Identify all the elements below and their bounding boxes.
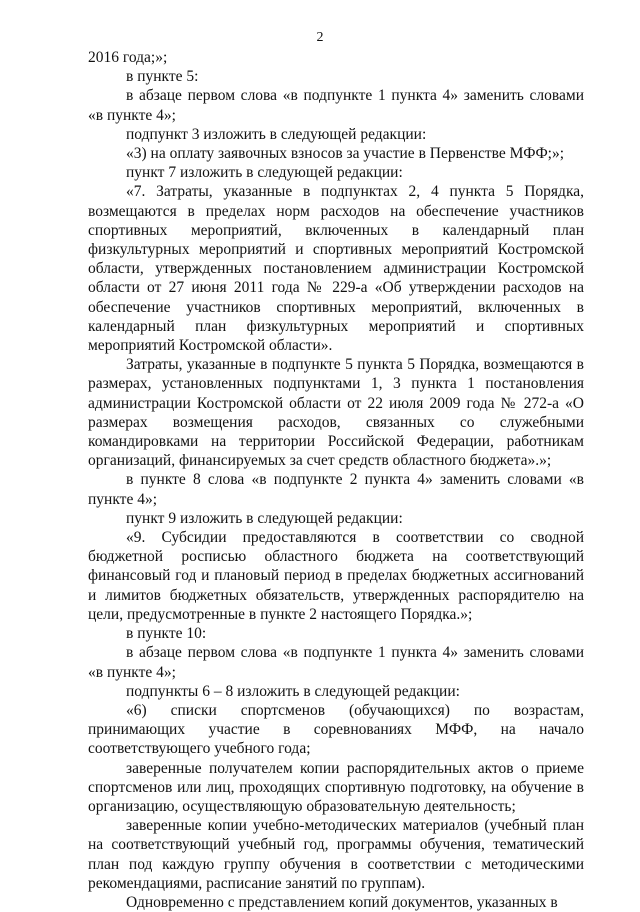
paragraph: в пункте 10: [126, 625, 207, 643]
paragraph: подпункт 3 изложить в следующей редакции: [126, 125, 427, 143]
document-body [88, 48, 584, 912]
paragraph: в пункте 8 слова «в подпункте 2 пункта 4» заменить словами «в пункте 4»; [88, 471, 584, 508]
paragraph: заверенные получателем копии распорядительных актов о приеме спортсменов или лиц, проходящих спортивную подготовку, на обучение в организацию, осуществляющую образовательную деятельность; [88, 759, 584, 815]
page-number: 2 [316, 30, 324, 45]
paragraph: 2016 года;»; [88, 49, 168, 66]
paragraph: «6) списки спортсменов (обучающихся) по возрастам, принимающих участие в соревнованиях МФФ, на начало соответствующего учебного года; [88, 701, 584, 758]
paragraph: в абзаце первом слова «в подпункте 1 пункта 4» заменить словами «в пункте 4»; [88, 644, 584, 681]
paragraph: Одновременно с представлением копий документов, указанных в [126, 893, 558, 911]
paragraph: «7. Затраты, указанные в подпунктах 2, 4 пункта 5 Порядка, возмещаются в пределах норм расходов на обеспечение участников спортивных мероприятий, включенных в календарный план физкультурных мероприятий и спортивных мероприятий Костромской области, утвержденных постановлением администрации Костромской области от 27 июня 2011 года № 229-а «Об утверждении расходов на обеспечение участников спортивных мероприятий, включенных в календарный план физкультурных мероприятий и спортивных мероприятий Костромской области». [88, 183, 584, 355]
paragraph: заверенные копии учебно-методических материалов (учебный план на соответствующий учебный год, программы обучения, тематический план под каждую группу обучения в соответствии с методическими рекомендациями, расписание занятий по группам). [88, 817, 584, 892]
paragraph: пункт 9 изложить в следующей редакции: [126, 509, 403, 527]
paragraph: Затраты, указанные в подпункте 5 пункта 5 Порядка, возмещаются в размерах, установленных подпунктами 1, 3 пункта 1 постановления администрации Костромской области от 22 июля 2009 года № 272-а «О размерах возмещения расходов, связанных со служебными командировками на территории Российской Федерации, работникам организаций, финансируемых за счет средств областного бюджета».»; [88, 356, 584, 470]
paragraph: пункт 7 изложить в следующей редакции: [126, 164, 403, 182]
paragraph: в пункте 5: [126, 68, 199, 86]
paragraph: подпункты 6 – 8 изложить в следующей редакции: [126, 682, 460, 700]
paragraph: «9. Субсидии предоставляются в соответствии со сводной бюджетной росписью областного бюджета на соответствующий финансовый год и плановый период в пределах бюджетных ассигнований и лимитов бюджетных обязательств, утвержденных распорядителю на цели, предусмотренные в пункте 2 настоящего Порядка.»; [88, 529, 584, 623]
paragraph: «3) на оплату заявочных взносов за участие в Первенстве МФФ;»; [126, 145, 565, 163]
paragraph: в абзаце первом слова «в подпункте 1 пункта 4» заменить словами «в пункте 4»; [88, 87, 584, 124]
